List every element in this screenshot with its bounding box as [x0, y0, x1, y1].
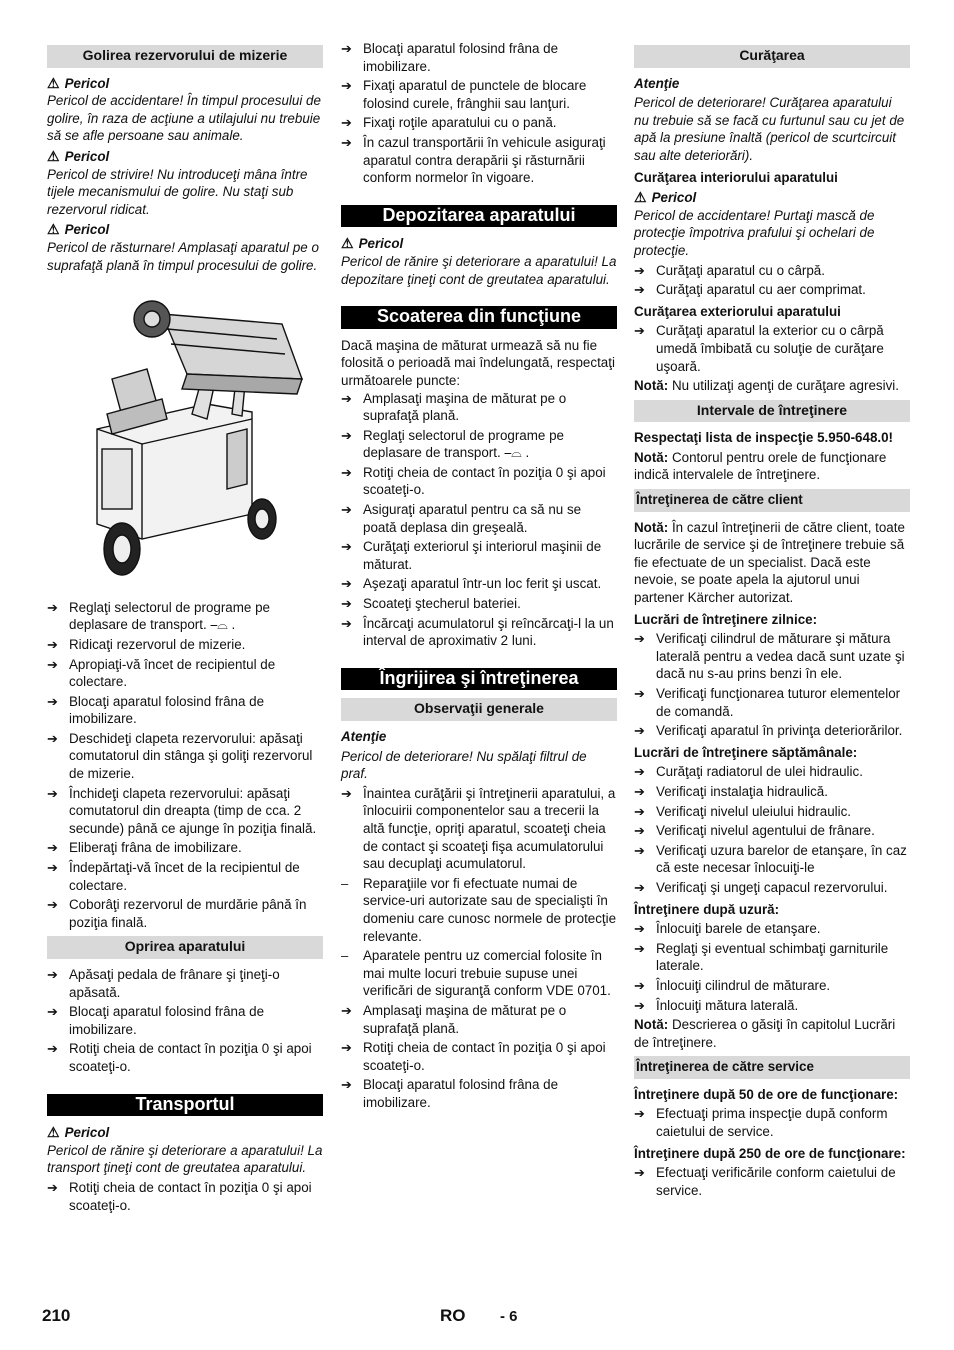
list-item: ➔ Eliberaţi frâna de imobilizare. [47, 840, 242, 856]
list-item: ➔ Rotiţi cheia de contact în poziţia 0 şi apoi scoateţi-o. [341, 1040, 606, 1073]
arrow-right-icon: ➔ [47, 860, 58, 876]
list-item: ➔ Reglaţi selectorul de programe pe deplasare de transport. ⎯⌓ . [341, 427, 564, 461]
list-item: ➔ Fixaţi aparatul de punctele de blocare folosind curele, frânghii sau lanţuri. [341, 78, 587, 111]
arrow-right-icon: ➔ [47, 1041, 58, 1057]
note: Notă: Nu utilizaţi agenţi de curăţare agresivi. [634, 378, 899, 394]
arrow-right-icon: ➔ [47, 897, 58, 913]
list-item: ➔ Curăţaţi radiatorul de ulei hidraulic. [634, 764, 863, 780]
arrow-right-icon: ➔ [47, 1179, 58, 1195]
arrow-right-icon: ➔ [634, 879, 645, 895]
arrow-right-icon: ➔ [47, 693, 58, 709]
list-item: ➔ Verificaţi şi ungeţi capacul rezervorului. [634, 879, 888, 895]
list-item: ➔ Blocaţi aparatul folosind frâna de imobilizare. [47, 693, 265, 727]
list-item: ➔ Rotiţi cheia de contact în poziţia 0 şi apoi scoateţi-o. [47, 1179, 312, 1213]
arrow-right-icon: ➔ [634, 262, 645, 278]
subheading-wear: Întreţinere după uzură: [634, 901, 780, 917]
arrow-right-icon: ➔ [47, 730, 58, 746]
arrow-right-icon: ➔ [634, 803, 645, 819]
arrow-right-icon: ➔ [341, 390, 352, 406]
attention-heading: Atenţie [341, 729, 387, 744]
dash-icon: – [341, 948, 349, 964]
arrow-right-icon: ➔ [47, 840, 58, 856]
arrow-right-icon: ➔ [341, 78, 352, 94]
list-item: ➔ Îndepărtaţi-vă încet de la recipientul de colectare. [47, 860, 300, 893]
list-item: – Reparaţiile vor fi efectuate numai de service-uri autorizate sau de specialişti în domeniu care cunosc normele de protecţie relevante. [341, 875, 617, 944]
attention-text: Pericol de deteriorare! Nu spălaţi filtrul de praf. [341, 748, 587, 782]
column-2 [341, 40, 617, 1113]
arrow-right-icon: ➔ [341, 427, 352, 443]
language-code: RO [440, 1306, 466, 1325]
list-item: ➔ Înlocuiţi cilindrul de măturare. [634, 977, 831, 993]
arrow-right-icon: ➔ [634, 282, 645, 298]
chapter-heading-care: Îngrijirea şi întreţinerea [341, 668, 617, 691]
chapter-heading-decommission: Scoaterea din funcţiune [341, 306, 617, 329]
column-3 [634, 40, 910, 1201]
subheading-250h: Întreţinere după 250 de ore de funcţionare: [634, 1145, 906, 1161]
arrow-right-icon: ➔ [341, 615, 352, 631]
list-item: ➔ În cazul transportării în vehicule asiguraţi aparatul contra derapării şi răsturnării conform normelor în vigoare. [341, 134, 606, 186]
warning-text: Pericol de strivire! Nu introduceţi mâna între tijele mecanismului de golire. Nu staţi sub rezervorul ridicat. [47, 166, 308, 217]
list-item: ➔ Închideţi clapeta rezervorului: apăsaţi comutatorul din dreapta (timp de cca. 2 secunde) până ce ajunge în poziţia finală. [47, 785, 317, 836]
warning-triangle-icon: ⚠ [341, 235, 354, 252]
chapter-heading-transport: Transportul [47, 1094, 323, 1117]
list-item: ➔ Aşezaţi aparatul într-un loc ferit şi uscat. [341, 576, 602, 592]
emptying-steps [47, 599, 323, 932]
warning-heading: ⚠ Pericol [341, 235, 404, 252]
arrow-right-icon: ➔ [634, 940, 645, 956]
warning-text: Pericol de accidentare! Purtaţi mască de protecţie împotriva prafului şi ochelari de protecţie. [634, 207, 875, 258]
list-item: ➔ Scoateţi ştecherul bateriei. [341, 596, 521, 612]
list-item: ➔ Înlocuiţi barele de etanşare. [634, 921, 821, 937]
arrow-right-icon: ➔ [341, 539, 352, 555]
arrow-right-icon: ➔ [634, 631, 645, 647]
arrow-right-icon: ➔ [341, 464, 352, 480]
subheading-50h: Întreţinere după 50 de ore de funcţionare: [634, 1086, 899, 1102]
warning-heading: ⚠ Pericol [47, 221, 110, 238]
inspection-list-note: Respectaţi lista de inspecţie 5.950-648.0! [634, 430, 894, 446]
section-heading-cleaning: Curăţarea [634, 45, 910, 68]
chapter-heading-storage: Depozitarea aparatului [341, 205, 617, 228]
list-item: ➔ Blocaţi aparatul folosind frâna de imobilizare. [341, 41, 559, 74]
arrow-right-icon: ➔ [341, 502, 352, 518]
list-item: ➔ Verificaţi funcţionarea tuturor elementelor de comandă. [634, 686, 901, 719]
list-item: ➔ Ridicaţi rezervorul de mizerie. [47, 636, 246, 652]
warning-text: Pericol de rănire şi deteriorare a aparatului! La transport ţineţi cont de greutatea aparatului. [47, 1142, 323, 1176]
attention-heading: Atenţie [634, 75, 680, 91]
arrow-right-icon: ➔ [47, 785, 58, 801]
warning-heading: ⚠ Pericol [634, 189, 697, 206]
section-heading-intervals: Intervale de întreţinere [634, 400, 910, 423]
arrow-right-icon: ➔ [341, 596, 352, 612]
arrow-right-icon: ➔ [634, 323, 645, 339]
arrow-right-icon: ➔ [634, 997, 645, 1013]
arrow-right-icon: ➔ [47, 599, 58, 615]
paragraph: Dacă maşina de măturat urmează să nu fie folosită o perioadă mai îndelungată, respectaţi următoarele puncte: [341, 337, 615, 388]
note: Notă: Contorul pentru orele de funcţionare indică intervalele de întreţinere. [634, 449, 887, 483]
arrow-right-icon: ➔ [47, 656, 58, 672]
list-item: – Aparatele pentru uz comercial folosite în mai multe locuri trebuie supuse unei verificări de siguranţă conform VDE 0701. [341, 948, 611, 999]
list-item: ➔ Amplasaţi maşina de măturat pe o suprafaţă plană. [341, 390, 567, 424]
list-item: ➔ Verificaţi nivelul uleiului hidraulic. [634, 803, 852, 819]
note: Notă: Descrierea o găsiţi în capitolul Lucrări de întreţinere. [634, 1017, 896, 1050]
arrow-right-icon: ➔ [47, 1004, 58, 1020]
list-item: ➔ Efectuaţi verificările conform caietului de service. [634, 1165, 896, 1198]
subheading-outside: Curăţarea exteriorului aparatului [634, 303, 841, 319]
list-item: ➔ Înlocuiţi mătura laterală. [634, 997, 799, 1013]
list-item: ➔ Apropiaţi-vă încet de recipientul de colectare. [47, 656, 276, 690]
arrow-right-icon: ➔ [634, 921, 645, 937]
list-item: ➔ Înaintea curăţării şi întreţinerii aparatului, a înlocuirii componentelor sau a trecerii la altă funcţie, opriţi aparatul, scoateţi cheia de contact şi scoateţi fişa acumulatorului sau decuplaţi acumulatorul. [341, 785, 616, 872]
list-item: ➔ Verificaţi instalaţia hidraulică. [634, 783, 828, 799]
list-item: ➔ Curăţaţi aparatul la exterior cu o cârpă umedă îmbibată cu soluţie de curăţare uşoară. [634, 323, 884, 374]
list-item: ➔ Coborâţi rezervorul de murdărie până în poziţia finală. [47, 897, 307, 930]
arrow-right-icon: ➔ [341, 1002, 352, 1018]
subheading-daily: Lucrări de întreţinere zilnice: [634, 611, 818, 627]
warning-text: Pericol de răsturnare! Amplasaţi aparatul pe o suprafaţă plană în timpul procesului de golire. [47, 239, 319, 273]
list-item: ➔ Rotiţi cheia de contact în poziţia 0 şi apoi scoateţi-o. [47, 1041, 312, 1074]
arrow-right-icon: ➔ [47, 967, 58, 982]
warning-text: Pericol de rănire şi deteriorare a aparatului! La depozitare ţineţi cont de greutatea aparatului. [341, 253, 617, 287]
warning-heading: ⚠ Pericol [47, 1124, 110, 1141]
list-item: ➔ Curăţaţi aparatul cu aer comprimat. [634, 282, 866, 298]
arrow-right-icon: ➔ [634, 823, 645, 839]
list-item: ➔ Apăsaţi pedala de frânare şi ţineţi-o apăsată. [47, 967, 280, 1000]
warning-triangle-icon: ⚠ [47, 1124, 60, 1141]
arrow-right-icon: ➔ [634, 723, 645, 739]
arrow-right-icon: ➔ [47, 636, 58, 652]
arrow-right-icon: ➔ [341, 41, 352, 56]
list-item: ➔ Curăţaţi exteriorul şi interiorul maşinii de măturat. [341, 539, 602, 572]
list-item: ➔ Curăţaţi aparatul cu o cârpă. [634, 262, 825, 278]
arrow-right-icon: ➔ [341, 134, 352, 150]
list-item: ➔ Blocaţi aparatul folosind frâna de imobilizare. [47, 1004, 265, 1037]
arrow-right-icon: ➔ [634, 842, 645, 858]
arrow-right-icon: ➔ [341, 1040, 352, 1056]
dash-icon: – [341, 875, 349, 891]
list-item: ➔ Rotiţi cheia de contact în poziţia 0 şi apoi scoateţi-o. [341, 464, 606, 498]
arrow-right-icon: ➔ [341, 576, 352, 592]
list-item: ➔ Reglaţi şi eventual schimbaţi garniturile laterale. [634, 940, 889, 974]
arrow-right-icon: ➔ [634, 1106, 645, 1122]
warning-triangle-icon: ⚠ [47, 74, 60, 91]
arrow-right-icon: ➔ [634, 1165, 645, 1181]
attention-text: Pericol de deteriorare! Curăţarea aparatului nu trebuie să se facă cu furtunul sau cu jet de apă la presiune înaltă (pericol de scurtcircuit sau alte deteriorări). [634, 95, 905, 163]
arrow-right-icon: ➔ [634, 764, 645, 780]
list-item: ➔ Verificaţi uzura barelor de etanşare, în caz că este necesar înlocuiţi-le [634, 842, 907, 876]
subheading-weekly: Lucrări de întreţinere săptămânale: [634, 744, 858, 760]
warning-triangle-icon: ⚠ [47, 147, 60, 164]
arrow-right-icon: ➔ [634, 783, 645, 799]
list-item: ➔ Reglaţi selectorul de programe pe deplasare de transport. ⎯⌓ . [47, 599, 270, 633]
warning-triangle-icon: ⚠ [47, 221, 60, 238]
section-heading-client: Întreţinerea de către client [634, 489, 910, 512]
section-heading-service: Întreţinerea de către service [634, 1056, 910, 1079]
list-item: ➔ Încărcaţi acumulatorul şi reîncărcaţi-l la un interval de aproximativ 2 luni. [341, 615, 614, 649]
warning-heading: ⚠ Pericol [47, 74, 110, 91]
list-item: ➔ Efectuaţi prima inspecţie după conform caietului de service. [634, 1106, 888, 1140]
arrow-right-icon: ➔ [341, 1077, 352, 1093]
section-heading-stop: Oprirea aparatului [47, 936, 323, 959]
warning-text: Pericol de accidentare! În timpul procesului de golire, în raza de acţiune a utilajului nu trebuie să se afle persoane sau animale. [47, 93, 321, 144]
section-heading-emptying: Golirea rezervorului de mizerie [47, 45, 323, 68]
arrow-right-icon: ➔ [634, 977, 645, 993]
page-number: 210 [42, 1306, 71, 1325]
arrow-right-icon: ➔ [341, 115, 352, 131]
section-heading-general: Observaţii generale [341, 698, 617, 721]
arrow-right-icon: ➔ [634, 686, 645, 701]
sub-page-number: - 6 [500, 1308, 518, 1325]
list-item: ➔ Deschideţi clapeta rezervorului: apăsaţi comutatorul din stânga şi goliţi rezervorul de mizerie. [47, 730, 313, 782]
warning-triangle-icon: ⚠ [634, 189, 647, 206]
list-item: ➔ Verificaţi nivelul agentului de frânare. [634, 823, 875, 839]
list-item: ➔ Asiguraţi aparatul pentru ca să nu se poată deplasa din greşeală. [341, 502, 582, 535]
column-1 [47, 40, 323, 1216]
warning-heading: ⚠ Pericol [47, 147, 110, 164]
transport-mode-icon: ⎯⌓ [504, 445, 522, 461]
list-item: ➔ Fixaţi roţile aparatului cu o pană. [341, 115, 557, 131]
list-item: ➔ Amplasaţi maşina de măturat pe o suprafaţă plană. [341, 1002, 567, 1036]
transport-mode-icon: ⎯⌓ [210, 617, 228, 633]
sweeper-dump-illustration [67, 284, 317, 584]
subheading-inside: Curăţarea interiorului aparatului [634, 169, 838, 185]
note: Notă: În cazul întreţinerii de către client, toate lucrările de service şi de întreţinere trebuie să fie efectuate de un specialist. Dacă este nevoie, se poate apela la ajutorul unui partener Kärcher autorizat. [634, 519, 905, 606]
list-item: ➔ Verificaţi cilindrul de măturare şi mătura laterală pentru a vedea dacă sunt uzate şi dacă nu s-au prins benzi în ele. [634, 631, 905, 682]
arrow-right-icon: ➔ [341, 785, 352, 801]
list-item: ➔ Verificaţi aparatul în privinţa deteriorărilor. [634, 723, 903, 739]
list-item: ➔ Blocaţi aparatul folosind frâna de imobilizare. [341, 1077, 559, 1110]
